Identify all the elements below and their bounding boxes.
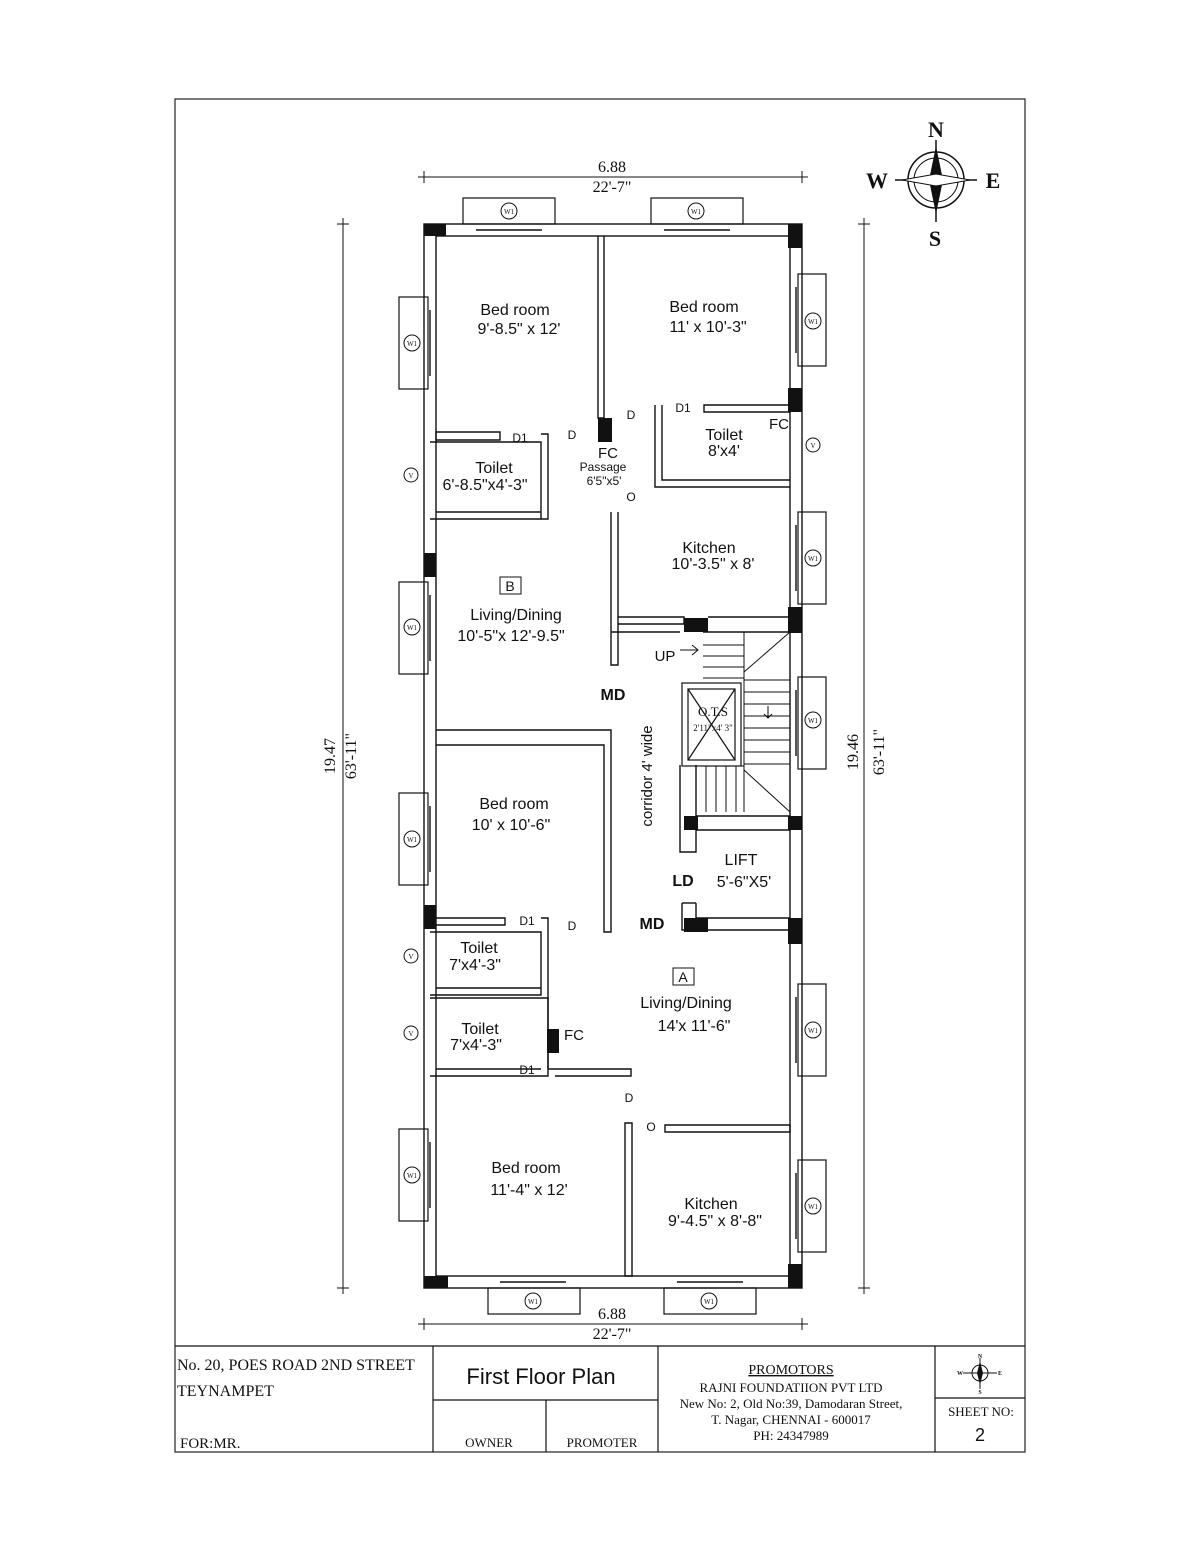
- room-bed1-name: Bed room: [480, 302, 550, 319]
- dim-right-m: 19.46: [845, 734, 862, 770]
- ventilator-v: V: [408, 1030, 414, 1038]
- room-ots-name: O.T.S: [697, 704, 729, 719]
- compass-e: E: [985, 168, 1001, 193]
- window-w1: W1: [807, 1027, 819, 1035]
- room-passage-size: 6'5"x5': [586, 474, 622, 488]
- flat-tag-b: B: [505, 578, 515, 594]
- room-toilet3-name: Toilet: [460, 940, 498, 957]
- promoter-label: PROMOTER: [566, 1435, 638, 1450]
- room-passage-name: Passage: [579, 460, 627, 474]
- window-w1: W1: [406, 340, 418, 348]
- door-d1-mark: D1: [519, 914, 535, 928]
- ventilator-v: V: [408, 953, 414, 961]
- window-w1: W1: [807, 555, 819, 563]
- room-livingA-size: 14'x 11'-6": [657, 1018, 731, 1035]
- room-kitchen1-name: Kitchen: [682, 540, 736, 557]
- sheet-border: [175, 99, 1025, 1452]
- dim-left-ft: 63'-11": [343, 732, 360, 780]
- mini-compass-icon: [963, 1358, 997, 1389]
- dim-top-m: 6.88: [598, 159, 626, 176]
- door-mark: D: [624, 1091, 634, 1105]
- compass-w: W: [866, 168, 888, 193]
- mini-compass-e: E: [997, 1371, 1003, 1377]
- window-w1: W1: [807, 717, 819, 725]
- room-toilet1-name: Toilet: [475, 460, 513, 477]
- dim-right-ft: 63'-11": [871, 728, 888, 776]
- room-toilet2-name: Toilet: [705, 427, 743, 444]
- fc-mark: FC: [598, 445, 618, 462]
- flat-tag-a: A: [678, 969, 688, 985]
- sheet-no-value: 2: [974, 1425, 986, 1445]
- main-door-mark: MD: [639, 916, 665, 933]
- mini-compass-w: W: [957, 1371, 963, 1377]
- plan-title: First Floor Plan: [466, 1364, 616, 1389]
- window-w1: W1: [807, 1203, 819, 1211]
- door-d1-mark: D1: [519, 1063, 535, 1077]
- address-line-2: TEYNAMPET: [177, 1383, 274, 1400]
- compass-n: N: [928, 117, 944, 142]
- dim-bottom-m: 6.88: [598, 1306, 626, 1323]
- dim-bottom-ft: 22'-7": [592, 1326, 632, 1343]
- room-livingA-name: Living/Dining: [640, 995, 732, 1012]
- columns: [424, 224, 802, 1288]
- company-address-1: New No: 2, Old No:39, Damodaran Street,: [679, 1396, 903, 1411]
- opening-mark: O: [626, 490, 636, 504]
- room-toilet2-size: 8'x4': [708, 443, 740, 460]
- door-d1-mark: D1: [512, 431, 528, 445]
- compass-s: S: [928, 226, 942, 251]
- room-bed1-size: 9'-8.5" x 12': [477, 321, 561, 338]
- ventilator-v: V: [408, 472, 414, 480]
- door-mark: D: [567, 428, 577, 442]
- fc-mark: FC: [769, 416, 789, 433]
- room-kitchen2-size: 9'-4.5" x 8'-8": [668, 1213, 762, 1230]
- sheet-no-label: SHEET NO:: [948, 1404, 1014, 1419]
- promoters-heading: PROMOTORS: [748, 1363, 834, 1378]
- main-door-mark: MD: [600, 687, 626, 704]
- window-tags: [404, 203, 821, 1309]
- walls: [424, 224, 802, 1288]
- room-bed3-size: 10' x 10'-6": [471, 817, 551, 834]
- room-livingB-size: 10'-5"x 12'-9.5": [457, 628, 565, 645]
- door-mark: D: [626, 408, 636, 422]
- compass-icon: [895, 140, 977, 222]
- mini-compass-s: S: [978, 1390, 982, 1396]
- window-w1: W1: [503, 208, 515, 216]
- room-livingB-name: Living/Dining: [470, 607, 562, 624]
- opening-mark: O: [646, 1120, 656, 1134]
- ventilator-v: V: [810, 442, 816, 450]
- room-toilet4-name: Toilet: [461, 1021, 499, 1038]
- company-name: RAJNI FOUNDATIION PVT LTD: [699, 1380, 883, 1395]
- window-w1: W1: [703, 1298, 715, 1306]
- room-lift-size: 5'-6"X5': [716, 874, 772, 891]
- company-phone: PH: 24347989: [753, 1428, 829, 1443]
- window-w1: W1: [406, 624, 418, 632]
- window-w1: W1: [527, 1298, 539, 1306]
- room-bed4-name: Bed room: [491, 1160, 561, 1177]
- window-w1: W1: [807, 318, 819, 326]
- window-w1: W1: [406, 836, 418, 844]
- stair-up-mark: UP: [654, 648, 676, 665]
- room-kitchen1-size: 10'-3.5" x 8': [671, 556, 755, 573]
- lift-door-mark: LD: [672, 873, 694, 890]
- fc-mark: FC: [564, 1027, 584, 1044]
- room-toilet4-size: 7'x4'-3": [450, 1037, 502, 1054]
- door-mark: D: [567, 919, 577, 933]
- owner-label: OWNER: [465, 1435, 513, 1450]
- room-bed2-size: 11' x 10'-3": [669, 319, 747, 336]
- address-line-1: No. 20, POES ROAD 2ND STREET: [177, 1357, 415, 1374]
- for-label: FOR:MR.: [180, 1436, 241, 1452]
- room-toilet1-size: 6'-8.5"x4'-3": [442, 477, 528, 494]
- window-w1: W1: [690, 208, 702, 216]
- window-bays: [399, 198, 826, 1314]
- room-bed2-name: Bed room: [669, 299, 739, 316]
- room-ots-size: 2'11"x4' 3": [693, 723, 733, 733]
- dim-left-m: 19.47: [322, 738, 339, 774]
- room-lift-name: LIFT: [724, 852, 758, 869]
- dim-top-ft: 22'-7": [592, 179, 632, 196]
- room-bed4-size: 11'-4" x 12': [490, 1182, 568, 1199]
- room-bed3-name: Bed room: [479, 796, 549, 813]
- corridor-label: corridor 4' wide: [639, 725, 656, 827]
- door-d1-mark: D1: [675, 401, 691, 415]
- room-kitchen2-name: Kitchen: [684, 1196, 738, 1213]
- room-toilet3-size: 7'x4'-3": [449, 957, 501, 974]
- mini-compass-n: N: [977, 1354, 983, 1360]
- company-address-2: T. Nagar, CHENNAI - 600017: [711, 1412, 871, 1427]
- window-w1: W1: [406, 1172, 418, 1180]
